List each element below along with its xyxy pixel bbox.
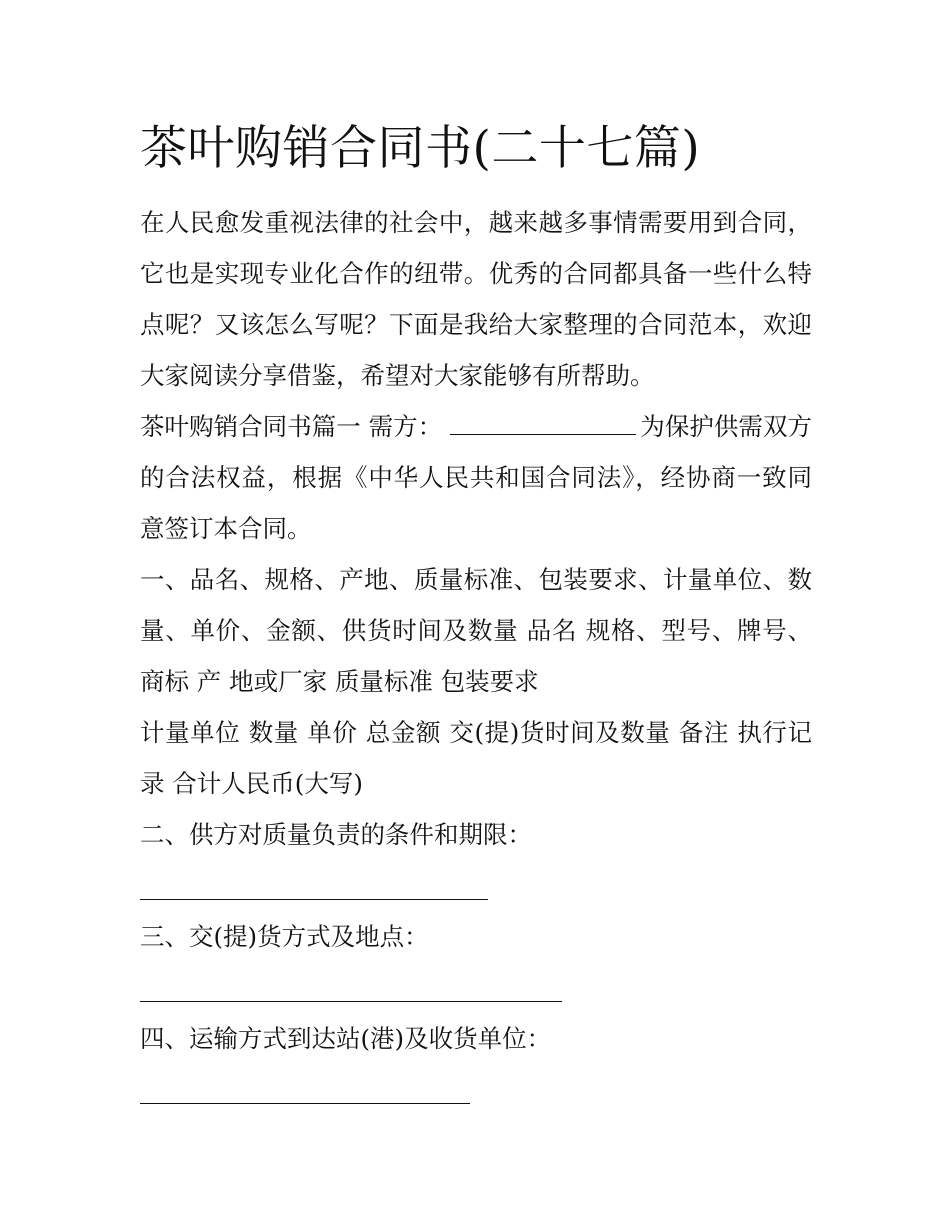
clause-4: 四、运输方式到达站(港)及收货单位： xyxy=(140,1024,552,1053)
buyer-name-blank xyxy=(450,412,636,435)
clause-4-blank xyxy=(140,1064,812,1115)
document-body xyxy=(140,197,812,1115)
clause-4-underline xyxy=(140,1103,470,1104)
document-title: 茶叶购销合同书(二十七篇) xyxy=(140,121,701,176)
intro-paragraph: 在人民愈发重视法律的社会中，越来越多事情需要用到合同，它也是实现专业化合作的纽带。优秀的合同都具备一些什么特点呢？又该怎么写呢？下面是我给大家整理的合同范本，欢迎大家阅读分享借鉴，希望对大家能够有所帮助。 xyxy=(140,208,812,390)
contract-intro-paragraph xyxy=(140,401,812,554)
table-headers-line: 计量单位 数量 单价 总金额 交(提)货时间及数量 备注 执行记录 合计人民币(大写) xyxy=(140,718,812,798)
clause-1: 一、品名、规格、产地、质量标准、包装要求、计量单位、数量、单价、金额、供货时间及数量 品名 规格、型号、牌号、商标 产 地或厂家 质量标准 包装要求 xyxy=(140,565,812,696)
contract-intro-after: 为保护供需双方的合法权益，根据《中华人民共和国合同法》，经协商一致同意签订本合同。 xyxy=(140,412,812,543)
clause-2-underline xyxy=(140,899,488,900)
clause-3-underline xyxy=(140,1001,562,1002)
clause-2: 二、供方对质量负责的条件和期限： xyxy=(140,820,532,849)
contract-intro-before: 茶叶购销合同书篇一 需方： xyxy=(140,412,443,441)
clause-3: 三、交(提)货方式及地点： xyxy=(140,922,429,951)
clause-3-blank xyxy=(140,962,812,1013)
clause-2-blank xyxy=(140,860,812,911)
